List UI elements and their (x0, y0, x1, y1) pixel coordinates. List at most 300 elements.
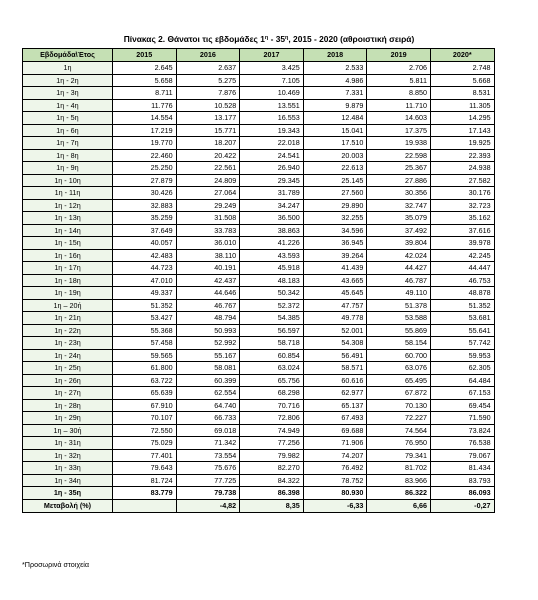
deaths-cell: 73.554 (176, 449, 240, 462)
deaths-cell: 71.590 (430, 412, 494, 425)
table-row (23, 224, 495, 237)
deaths-cell: 29.345 (240, 174, 304, 187)
header-year: 2016 (176, 49, 240, 62)
deaths-cell: 63.024 (240, 362, 304, 375)
week-range-cell: 1η - 24η (23, 349, 113, 362)
week-range-cell: 1η - 3η (23, 87, 113, 100)
deaths-cell: 34.596 (303, 224, 367, 237)
table-row (23, 199, 495, 212)
deaths-cell: 31.789 (240, 187, 304, 200)
deaths-cell: 58.154 (367, 337, 431, 350)
deaths-cell: 67.872 (367, 387, 431, 400)
deaths-cell: 49.337 (113, 287, 177, 300)
deaths-cell: 83.779 (113, 487, 177, 500)
deaths-cell: 29.890 (303, 199, 367, 212)
deaths-cell: 16.553 (240, 112, 304, 125)
week-range-cell: 1η - 9η (23, 162, 113, 175)
week-range-cell: 1η - 31η (23, 437, 113, 450)
deaths-cell: 11.710 (367, 99, 431, 112)
deaths-cell: 75.029 (113, 437, 177, 450)
deaths-cell: 20.003 (303, 149, 367, 162)
table-row (23, 137, 495, 150)
deaths-cell: 72.227 (367, 412, 431, 425)
deaths-cell: 47.757 (303, 299, 367, 312)
week-range-cell: 1η - 21η (23, 312, 113, 325)
week-range-cell: 1η - 8η (23, 149, 113, 162)
table-row (23, 324, 495, 337)
deaths-cell: 32.255 (303, 212, 367, 225)
week-range-cell: 1η - 15η (23, 237, 113, 250)
deaths-cell: 54.385 (240, 312, 304, 325)
deaths-cell: 22.393 (430, 149, 494, 162)
week-range-cell: 1η - 35η (23, 487, 113, 500)
deaths-cell: 37.649 (113, 224, 177, 237)
title-superscript-1: η (264, 35, 269, 41)
deaths-cell: 17.143 (430, 124, 494, 137)
deaths-cell: 68.298 (240, 387, 304, 400)
deaths-cell: 2.645 (113, 62, 177, 75)
deaths-cell: 77.401 (113, 449, 177, 462)
table-row (23, 362, 495, 375)
header-row (23, 49, 495, 62)
deaths-cell: 60.700 (367, 349, 431, 362)
deaths-cell: 36.500 (240, 212, 304, 225)
deaths-cell: 48.878 (430, 287, 494, 300)
deaths-cell: 8.531 (430, 87, 494, 100)
deaths-cell: 65.137 (303, 399, 367, 412)
deaths-cell: 53.588 (367, 312, 431, 325)
table-body (23, 62, 495, 513)
deaths-cell: 24.541 (240, 149, 304, 162)
table-row (23, 412, 495, 425)
deaths-cell: 72.806 (240, 412, 304, 425)
deaths-cell: 43.665 (303, 274, 367, 287)
table-row (23, 124, 495, 137)
week-range-cell: 1η - 17η (23, 262, 113, 275)
title-superscript-2: η (285, 35, 289, 41)
deaths-cell: 36.945 (303, 237, 367, 250)
deaths-cell: 83.966 (367, 474, 431, 487)
table-row (23, 87, 495, 100)
week-range-cell: 1η - 28η (23, 399, 113, 412)
week-range-cell: 1η - 4η (23, 99, 113, 112)
deaths-cell: 57.458 (113, 337, 177, 350)
deaths-cell: 82.270 (240, 462, 304, 475)
deaths-cell: 31.508 (176, 212, 240, 225)
deaths-cell: 39.978 (430, 237, 494, 250)
deaths-cell: 52.372 (240, 299, 304, 312)
deaths-cell: 50.993 (176, 324, 240, 337)
deaths-cell: 61.800 (113, 362, 177, 375)
week-range-cell: 1η - 10η (23, 174, 113, 187)
deaths-cell: 7.876 (176, 87, 240, 100)
table-row (23, 187, 495, 200)
deaths-cell: 8.850 (367, 87, 431, 100)
table-row (23, 62, 495, 75)
table-row (23, 349, 495, 362)
deaths-cell: 44.646 (176, 287, 240, 300)
week-range-cell: 1η - 5η (23, 112, 113, 125)
deaths-cell: 2.706 (367, 62, 431, 75)
deaths-cell: 22.613 (303, 162, 367, 175)
deaths-cell: 13.177 (176, 112, 240, 125)
table-row (23, 149, 495, 162)
deaths-cell: 69.688 (303, 424, 367, 437)
week-range-cell: 1η - 16η (23, 249, 113, 262)
deaths-cell: 13.551 (240, 99, 304, 112)
deaths-cell: 5.658 (113, 74, 177, 87)
deaths-cell: 76.950 (367, 437, 431, 450)
deaths-cell: 71.342 (176, 437, 240, 450)
deaths-cell: 64.484 (430, 374, 494, 387)
deaths-cell: 86.093 (430, 487, 494, 500)
header-year: 2017 (240, 49, 304, 62)
deaths-cell: 48.794 (176, 312, 240, 325)
deaths-cell: 17.510 (303, 137, 367, 150)
table-row (23, 374, 495, 387)
deaths-cell: 41.439 (303, 262, 367, 275)
deaths-cell: 67.493 (303, 412, 367, 425)
week-range-cell: 1η - 22η (23, 324, 113, 337)
deaths-cell: 42.024 (367, 249, 431, 262)
deaths-cell: 11.305 (430, 99, 494, 112)
deaths-cell: 58.571 (303, 362, 367, 375)
deaths-cell: 32.883 (113, 199, 177, 212)
deaths-cell: 71.906 (303, 437, 367, 450)
week-range-cell: 1η – 20ή (23, 299, 113, 312)
header-week: Εβδομάδα\Έτος (23, 49, 113, 62)
deaths-cell: 19.343 (240, 124, 304, 137)
deaths-cell: 19.938 (367, 137, 431, 150)
table-row (23, 162, 495, 175)
deaths-cell: 22.561 (176, 162, 240, 175)
deaths-cell: 22.598 (367, 149, 431, 162)
deaths-cell: 38.110 (176, 249, 240, 262)
table-row (23, 487, 495, 500)
deaths-cell: 60.616 (303, 374, 367, 387)
deaths-cell: 59.565 (113, 349, 177, 362)
week-range-cell: 1η - 23η (23, 337, 113, 350)
deaths-cell: 24.938 (430, 162, 494, 175)
deaths-cell: 55.368 (113, 324, 177, 337)
change-cell: -6,33 (303, 499, 367, 512)
deaths-cell: 14.554 (113, 112, 177, 125)
table-row (23, 112, 495, 125)
deaths-cell: 14.603 (367, 112, 431, 125)
deaths-cell: 25.250 (113, 162, 177, 175)
title-text-post: , 2015 - 2020 (αθροιστική σειρά) (288, 34, 415, 44)
deaths-table (22, 48, 495, 513)
deaths-cell: 80.930 (303, 487, 367, 500)
deaths-cell: 50.342 (240, 287, 304, 300)
deaths-cell: 9.879 (303, 99, 367, 112)
deaths-cell: 20.422 (176, 149, 240, 162)
deaths-cell: 45.645 (303, 287, 367, 300)
deaths-cell: 76.492 (303, 462, 367, 475)
deaths-cell: 19.770 (113, 137, 177, 150)
deaths-cell: 86.398 (240, 487, 304, 500)
deaths-cell: 83.793 (430, 474, 494, 487)
deaths-cell: 66.733 (176, 412, 240, 425)
deaths-cell: 49.110 (367, 287, 431, 300)
table-row (23, 449, 495, 462)
footnote: *Προσωρινά στοιχεία (22, 560, 90, 569)
deaths-cell: 32.747 (367, 199, 431, 212)
deaths-cell: 74.949 (240, 424, 304, 437)
week-range-cell: 1η - 11η (23, 187, 113, 200)
deaths-cell: 73.824 (430, 424, 494, 437)
table-row (23, 99, 495, 112)
deaths-cell: 56.597 (240, 324, 304, 337)
deaths-cell: 44.447 (430, 262, 494, 275)
deaths-cell: 34.247 (240, 199, 304, 212)
deaths-cell: 72.550 (113, 424, 177, 437)
deaths-cell: 63.722 (113, 374, 177, 387)
deaths-cell: 5.275 (176, 74, 240, 87)
deaths-cell: 2.637 (176, 62, 240, 75)
deaths-cell: 10.528 (176, 99, 240, 112)
deaths-cell: 45.918 (240, 262, 304, 275)
table-row (23, 312, 495, 325)
change-cell: -4,82 (176, 499, 240, 512)
deaths-cell: 43.593 (240, 249, 304, 262)
deaths-cell: 37.616 (430, 224, 494, 237)
table-row (23, 424, 495, 437)
change-cell (113, 499, 177, 512)
deaths-cell: 46.787 (367, 274, 431, 287)
deaths-cell: 70.130 (367, 399, 431, 412)
week-range-cell: 1η - 33η (23, 462, 113, 475)
deaths-cell: 51.352 (430, 299, 494, 312)
deaths-cell: 81.724 (113, 474, 177, 487)
change-cell: -0,27 (430, 499, 494, 512)
deaths-cell: 55.167 (176, 349, 240, 362)
deaths-cell: 46.753 (430, 274, 494, 287)
deaths-cell: 58.081 (176, 362, 240, 375)
deaths-cell: 35.259 (113, 212, 177, 225)
deaths-cell: 42.483 (113, 249, 177, 262)
table-row (23, 462, 495, 475)
week-range-cell: 1η - 26η (23, 374, 113, 387)
deaths-cell: 27.886 (367, 174, 431, 187)
deaths-cell: 70.716 (240, 399, 304, 412)
deaths-cell: 84.322 (240, 474, 304, 487)
week-range-cell: 1η - 18η (23, 274, 113, 287)
header-year: 2019 (367, 49, 431, 62)
deaths-cell: 69.454 (430, 399, 494, 412)
deaths-cell: 5.668 (430, 74, 494, 87)
deaths-cell: 35.079 (367, 212, 431, 225)
deaths-cell: 58.718 (240, 337, 304, 350)
deaths-cell: 52.001 (303, 324, 367, 337)
table-row (23, 174, 495, 187)
deaths-cell: 32.723 (430, 199, 494, 212)
deaths-cell: 65.756 (240, 374, 304, 387)
deaths-cell: 5.811 (367, 74, 431, 87)
change-row (23, 499, 495, 512)
deaths-cell: 47.010 (113, 274, 177, 287)
week-range-cell: 1η - 29η (23, 412, 113, 425)
deaths-cell: 49.778 (303, 312, 367, 325)
deaths-cell: 63.076 (367, 362, 431, 375)
table-row (23, 262, 495, 275)
deaths-cell: 65.639 (113, 387, 177, 400)
table-row (23, 212, 495, 225)
deaths-cell: 7.105 (240, 74, 304, 87)
change-cell: 6,66 (367, 499, 431, 512)
deaths-cell: 2.533 (303, 62, 367, 75)
deaths-cell: 30.426 (113, 187, 177, 200)
deaths-cell: 65.495 (367, 374, 431, 387)
week-range-cell: 1η - 19η (23, 287, 113, 300)
deaths-cell: 7.331 (303, 87, 367, 100)
deaths-cell: 54.308 (303, 337, 367, 350)
deaths-cell: 67.910 (113, 399, 177, 412)
week-range-cell: 1η - 7η (23, 137, 113, 150)
week-range-cell: 1η - 25η (23, 362, 113, 375)
deaths-cell: 64.740 (176, 399, 240, 412)
table-title (0, 34, 538, 44)
deaths-cell: 74.564 (367, 424, 431, 437)
week-range-cell: 1η - 6η (23, 124, 113, 137)
deaths-cell: 86.322 (367, 487, 431, 500)
week-range-cell: 1η - 12η (23, 199, 113, 212)
header-year: 2015 (113, 49, 177, 62)
deaths-cell: 70.107 (113, 412, 177, 425)
deaths-cell: 55.641 (430, 324, 494, 337)
deaths-cell: 60.399 (176, 374, 240, 387)
title-text-pre: Πίνακας 2. Θάνατοι τις εβδομάδες 1 (123, 34, 265, 44)
deaths-cell: 79.738 (176, 487, 240, 500)
table-row (23, 74, 495, 87)
table-row (23, 387, 495, 400)
deaths-cell: 40.057 (113, 237, 177, 250)
week-range-cell: 1η – 30ή (23, 424, 113, 437)
deaths-cell: 81.434 (430, 462, 494, 475)
table-row (23, 337, 495, 350)
table-row (23, 399, 495, 412)
deaths-cell: 69.018 (176, 424, 240, 437)
deaths-cell: 17.375 (367, 124, 431, 137)
week-range-cell: 1η - 32η (23, 449, 113, 462)
table-row (23, 287, 495, 300)
deaths-cell: 39.804 (367, 237, 431, 250)
deaths-cell: 56.491 (303, 349, 367, 362)
deaths-cell: 46.767 (176, 299, 240, 312)
deaths-cell: 38.863 (240, 224, 304, 237)
deaths-cell: 53.681 (430, 312, 494, 325)
deaths-cell: 27.879 (113, 174, 177, 187)
week-range-cell: 1η - 27η (23, 387, 113, 400)
deaths-cell: 42.437 (176, 274, 240, 287)
deaths-cell: 51.352 (113, 299, 177, 312)
deaths-cell: 22.460 (113, 149, 177, 162)
deaths-cell: 48.183 (240, 274, 304, 287)
deaths-cell: 74.207 (303, 449, 367, 462)
deaths-cell: 57.742 (430, 337, 494, 350)
header-year: 2020* (430, 49, 494, 62)
deaths-cell: 41.226 (240, 237, 304, 250)
deaths-cell: 27.064 (176, 187, 240, 200)
deaths-cell: 18.207 (176, 137, 240, 150)
deaths-cell: 25.367 (367, 162, 431, 175)
table-row (23, 274, 495, 287)
deaths-cell: 81.702 (367, 462, 431, 475)
deaths-cell: 79.341 (367, 449, 431, 462)
deaths-cell: 35.162 (430, 212, 494, 225)
deaths-cell: 22.018 (240, 137, 304, 150)
deaths-cell: 42.245 (430, 249, 494, 262)
deaths-cell: 24.809 (176, 174, 240, 187)
deaths-cell: 62.977 (303, 387, 367, 400)
table-row (23, 474, 495, 487)
change-label: Μεταβολή (%) (23, 499, 113, 512)
deaths-cell: 27.582 (430, 174, 494, 187)
week-range-cell: 1η - 2η (23, 74, 113, 87)
table-row (23, 299, 495, 312)
deaths-cell: 3.425 (240, 62, 304, 75)
deaths-cell: 25.145 (303, 174, 367, 187)
deaths-cell: 79.067 (430, 449, 494, 462)
deaths-cell: 33.783 (176, 224, 240, 237)
deaths-cell: 52.992 (176, 337, 240, 350)
week-range-cell: 1η - 14η (23, 224, 113, 237)
deaths-cell: 15.771 (176, 124, 240, 137)
deaths-cell: 79.982 (240, 449, 304, 462)
deaths-cell: 8.711 (113, 87, 177, 100)
deaths-cell: 55.869 (367, 324, 431, 337)
deaths-cell: 44.723 (113, 262, 177, 275)
deaths-cell: 26.940 (240, 162, 304, 175)
table-row (23, 437, 495, 450)
deaths-cell: 51.378 (367, 299, 431, 312)
deaths-cell: 30.176 (430, 187, 494, 200)
deaths-cell: 77.725 (176, 474, 240, 487)
deaths-cell: 10.469 (240, 87, 304, 100)
deaths-cell: 39.264 (303, 249, 367, 262)
deaths-cell: 53.427 (113, 312, 177, 325)
deaths-cell: 76.538 (430, 437, 494, 450)
deaths-cell: 36.010 (176, 237, 240, 250)
deaths-cell: 15.041 (303, 124, 367, 137)
deaths-cell: 40.191 (176, 262, 240, 275)
deaths-cell: 62.554 (176, 387, 240, 400)
deaths-cell: 27.560 (303, 187, 367, 200)
week-range-cell: 1η - 34η (23, 474, 113, 487)
deaths-cell: 19.925 (430, 137, 494, 150)
week-range-cell: 1η - 13η (23, 212, 113, 225)
deaths-cell: 12.484 (303, 112, 367, 125)
header-year: 2018 (303, 49, 367, 62)
deaths-cell: 59.953 (430, 349, 494, 362)
title-text-mid: - 35 (268, 34, 286, 44)
deaths-cell: 37.492 (367, 224, 431, 237)
table-row (23, 249, 495, 262)
deaths-cell: 29.249 (176, 199, 240, 212)
table-row (23, 237, 495, 250)
deaths-cell: 75.676 (176, 462, 240, 475)
deaths-cell: 2.748 (430, 62, 494, 75)
deaths-cell: 30.356 (367, 187, 431, 200)
deaths-cell: 11.776 (113, 99, 177, 112)
deaths-cell: 60.854 (240, 349, 304, 362)
deaths-cell: 62.305 (430, 362, 494, 375)
deaths-cell: 79.643 (113, 462, 177, 475)
week-range-cell: 1η (23, 62, 113, 75)
deaths-cell: 14.295 (430, 112, 494, 125)
change-cell: 8,35 (240, 499, 304, 512)
deaths-cell: 17.219 (113, 124, 177, 137)
